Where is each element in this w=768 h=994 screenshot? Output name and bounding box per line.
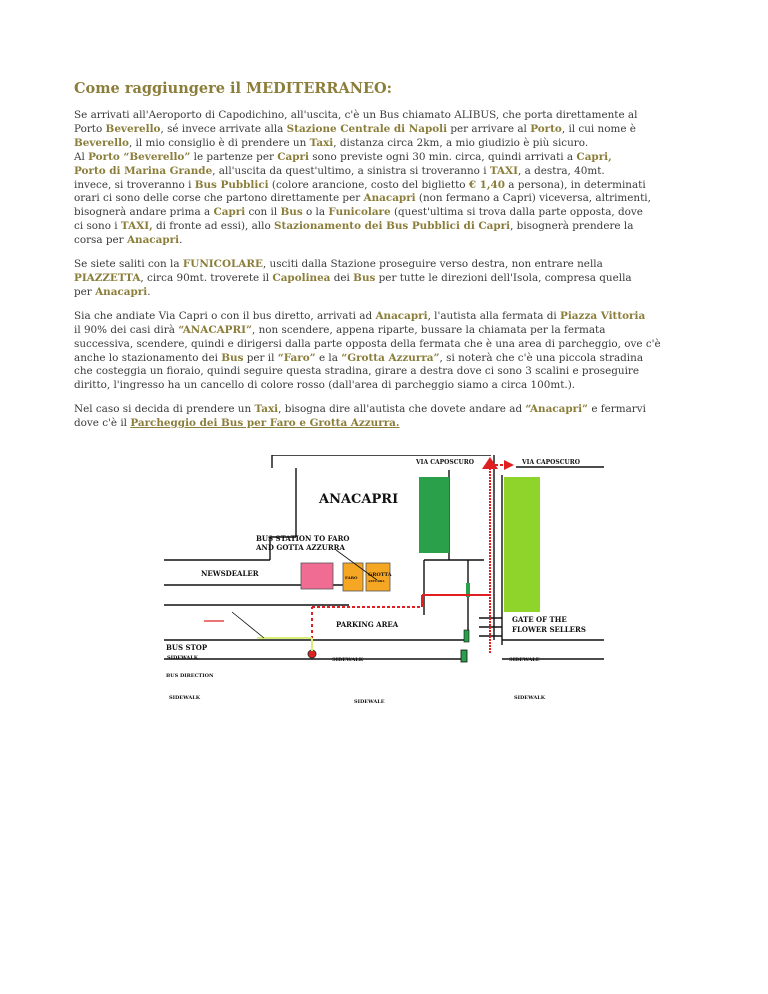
paragraph-taxi (74, 403, 700, 431)
faro-box-label: FARO (345, 575, 358, 580)
bus-stop-label: BUS STOP (166, 643, 208, 652)
newsdealer-label: NEWSDEALER (201, 569, 259, 578)
document-page (74, 80, 700, 441)
sidewalk-label: SIDEWALK (332, 657, 364, 663)
text-line: Se siete saliti con la FUNICOLARE, usciti dalla Stazione proseguire verso destra, non entrare nella (74, 258, 603, 271)
sidewalk-label: SIDEWALK (514, 695, 546, 701)
text-line: anche lo stazionamento dei Bus per il “Faro” e la “Grotta Azzurra”, si noterà che c'è una piccola stradina (74, 351, 644, 364)
grotta-box-label: GROTTA (368, 572, 392, 578)
paragraph-anacapri-bus (74, 310, 700, 393)
text-line: ci sono i TAXI, di fronte ad essi), allo Stazionamento dei Bus Pubblici di Capri, bisognerà prendere la (74, 220, 634, 233)
text-line: Nel caso si decida di prendere un Taxi, bisogna dire all'autista che dovete andare ad “Anacapri” e fermarvi (74, 403, 646, 416)
text-line: che costeggia un fioraio, quindi seguire questa stradina, girare a destra dove ci sono 3 scalini e proseguire (74, 365, 640, 378)
start-point (308, 650, 316, 658)
bus-direction-label: BUS DIRECTION (166, 673, 214, 679)
text-line: PIAZZETTA, circa 90mt. troverete il Capolinea dei Bus per tutte le direzioni dell'Isola, compresa quella (74, 271, 632, 284)
page-title: Come raggiungere il MEDITERRANEO: (74, 80, 393, 97)
street-label: VIA CAPOSCURO (416, 459, 474, 466)
green-post (461, 650, 467, 662)
arrow-up (482, 457, 498, 469)
green-building-left (419, 477, 449, 553)
green-marker-small (464, 630, 469, 642)
gate-label: FLOWER SELLERS (512, 625, 586, 634)
bus-station-label: AND GOTTA AZZURRA (256, 543, 345, 552)
green-building-right (504, 477, 540, 612)
text-line: il 90% dei casi dirà “ANACAPRI”, non scendere, appena riparte, bussare la chiamata per la fermata (74, 323, 606, 336)
street-label: VIA CAPOSCURO (522, 459, 580, 466)
text-line: dove c'è il Parcheggio dei Bus per Faro e Grotta Azzurra. (74, 417, 400, 430)
text-line: corsa per Anacapri. (74, 234, 183, 247)
text-line: per Anacapri. (74, 285, 151, 298)
parking-link[interactable]: Parcheggio dei Bus per Faro e Grotta Azzurra. (130, 417, 400, 430)
text-line: Porto di Marina Grande, all'uscita da quest'ultimo, a sinistra si troveranno i TAXI, a destra, 40mt. (74, 164, 605, 177)
location-map (164, 455, 604, 710)
newsdealer-kiosk (301, 563, 333, 589)
text-line: invece, si troveranno i Bus Pubblici (colore arancione, costo del biglietto € 1,40 a persona), in determinati (74, 178, 646, 191)
text-line: bisognerà andare prima a Capri con il Bus o la Funicolare (quest'ultima si trova dalla parte opposta, dove (74, 206, 643, 219)
text-line: Porto Beverello, sé invece arrivate alla Stazione Centrale di Napoli per arrivare al Porto, il cui nome è (74, 122, 636, 135)
text-line: orari ci sono delle corse che partono direttamente per Anacapri (non fermano a Capri) viceversa, altrimenti, (74, 192, 651, 205)
text-line: Sia che andiate Via Capri o con il bus diretto, arrivati ad Anacapri, l'autista alla fermata di Piazza Vittoria (74, 309, 646, 322)
bus-stop-pointer (232, 612, 264, 638)
sidewalk-label: SIDEWALE (509, 657, 540, 663)
grotta-box-label: AZZURRA (368, 579, 385, 583)
bus-station-label: BUS STATION TO FARO (256, 534, 350, 543)
text-line: Beverello, il mio consiglio è di prendere un Taxi, distanza circa 2km, a mio giudizio è più sicuro. (74, 136, 589, 149)
parking-area-label: PARKING AREA (336, 620, 399, 629)
sidewalk-label: SIDEWALK (169, 695, 201, 701)
town-label: ANACAPRI (319, 492, 399, 507)
text-line: Al Porto “Beverello” le partenze per Capri sono previste ogni 30 min. circa, quindi arrivati a Capri, (74, 150, 612, 163)
text-line: diritto, l'ingresso ha un cancello di colore rosso (dall'area di parcheggio siamo a circa 100mt.). (74, 379, 576, 392)
sidewalk-label: SIDEWALK (167, 655, 199, 661)
gate-label: GATE OF THE (512, 615, 567, 624)
paragraph-funicolare (74, 258, 700, 300)
paragraph-directions-napoli (74, 109, 700, 248)
arrow-right (504, 460, 514, 470)
sidewalk-label: SIDEWALE (354, 699, 385, 705)
text-line: successiva, scendere, quindi e dirigersi dalla parte opposta della fermata che è una area di parcheggio, ove c'è (74, 337, 661, 350)
text-line: Se arrivati all'Aeroporto di Capodichino, all'uscita, c'è un Bus chiamato ALIBUS, che porta direttamente al (74, 109, 638, 121)
